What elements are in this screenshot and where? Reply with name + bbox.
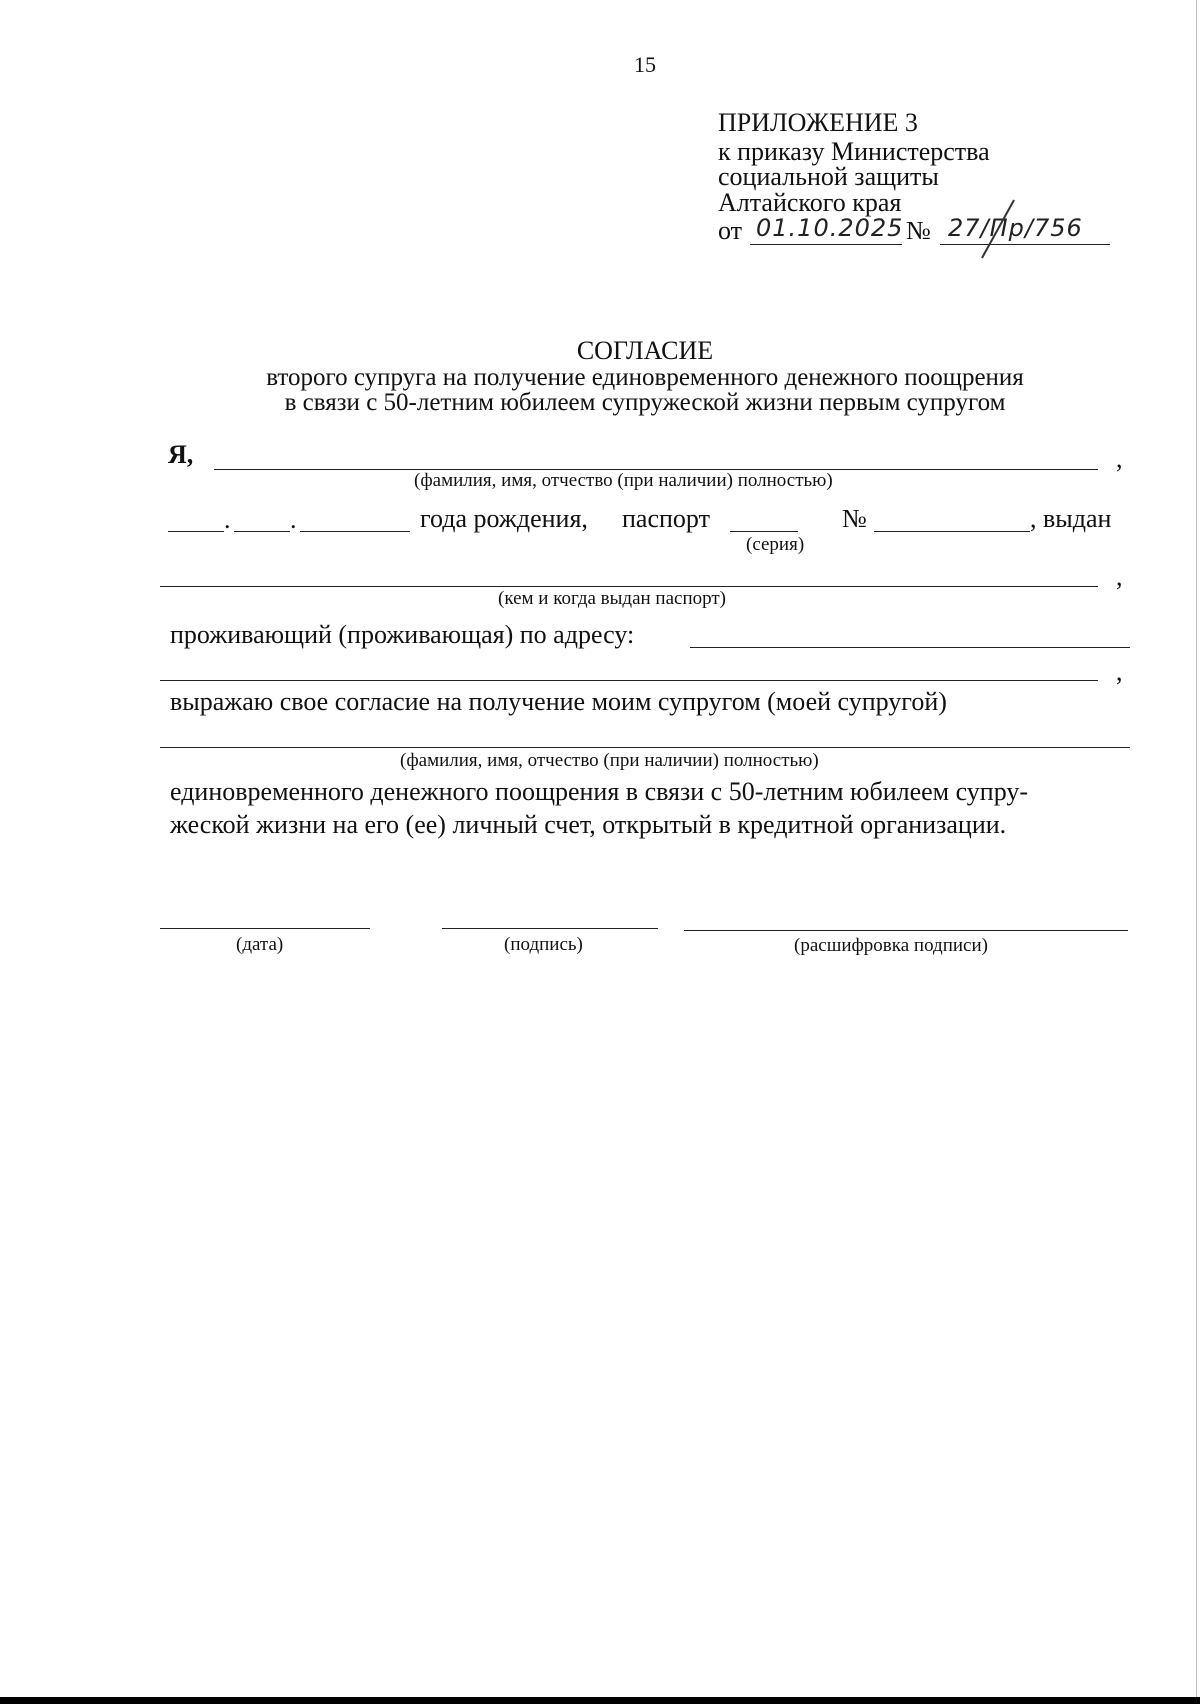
body-line-1: единовременного денежного поощрения в связи с 50-летним юбилеем супру-	[170, 777, 1029, 806]
spouse-fio-line[interactable]	[160, 747, 1130, 748]
order-date-handwritten: 01.10.2025	[756, 214, 904, 242]
appendix-title: ПРИЛОЖЕНИЕ 3	[718, 108, 918, 137]
appendix-line-1: к приказу Министерства	[718, 137, 990, 166]
passport-label: паспорт	[622, 504, 710, 533]
order-date-prefix: от	[718, 216, 743, 245]
address-line-1[interactable]	[690, 647, 1130, 648]
page-number: 15	[634, 52, 656, 77]
fio-caption: (фамилия, имя, отчество (при наличии) полностью)	[414, 470, 833, 491]
document-subtitle-2: в связи с 50-летним юбилеем супружеской жизни первым супругом	[284, 389, 1006, 416]
handwritten-slash-strokes	[970, 196, 1030, 262]
address-comma: ,	[1116, 657, 1123, 686]
body-line-2: жеской жизни на его (ее) личный счет, открытый в кредитной организации.	[170, 810, 1007, 839]
issued-comma: ,	[1116, 562, 1123, 591]
address-label: проживающий (проживающая) по адресу:	[170, 620, 635, 649]
decode-signature-line[interactable]	[684, 930, 1128, 931]
signature-line[interactable]	[442, 928, 658, 929]
scan-bottom-bar	[0, 1697, 1200, 1704]
spouse-fio-caption: (фамилия, имя, отчество (при наличии) полностью)	[400, 750, 819, 771]
passport-number-line[interactable]	[874, 531, 1030, 532]
signature-caption: (подпись)	[504, 934, 583, 955]
order-number-prefix: №	[906, 216, 931, 245]
series-caption: (серия)	[746, 534, 805, 555]
passport-number-sign: №	[842, 504, 867, 533]
birth-dot-1: .	[224, 505, 231, 534]
scan-right-edge	[1196, 0, 1197, 1697]
ya-label: Я,	[168, 440, 194, 469]
issued-by-line[interactable]	[160, 586, 1098, 587]
issued-caption: (кем и когда выдан паспорт)	[498, 588, 727, 609]
fio-comma: ,	[1116, 444, 1123, 473]
document-subtitle-1: второго супруга на получение единовременного денежного поощрения	[266, 364, 1024, 391]
birth-dot-2: .	[290, 505, 297, 534]
birth-year-line[interactable]	[300, 531, 410, 532]
date-caption: (дата)	[236, 934, 284, 955]
passport-series-line[interactable]	[730, 531, 798, 532]
issued-label: , выдан	[1030, 504, 1112, 533]
appendix-line-2: социальной защиты	[718, 162, 939, 191]
date-signature-line[interactable]	[160, 928, 370, 929]
birth-day-line[interactable]	[168, 531, 224, 532]
consent-line: выражаю свое согласие на получение моим супругом (моей супругой)	[170, 687, 947, 716]
appendix-line-3: Алтайского края	[718, 188, 902, 217]
order-number-handwritten: 27/Пр/756	[948, 214, 1083, 242]
order-date-line	[750, 244, 902, 245]
decode-caption: (расшифровка подписи)	[794, 935, 988, 956]
birth-text: года рождения,	[420, 504, 588, 533]
address-line-2[interactable]	[160, 680, 1098, 681]
document-title: СОГЛАСИЕ	[576, 336, 714, 365]
birth-month-line[interactable]	[234, 531, 290, 532]
